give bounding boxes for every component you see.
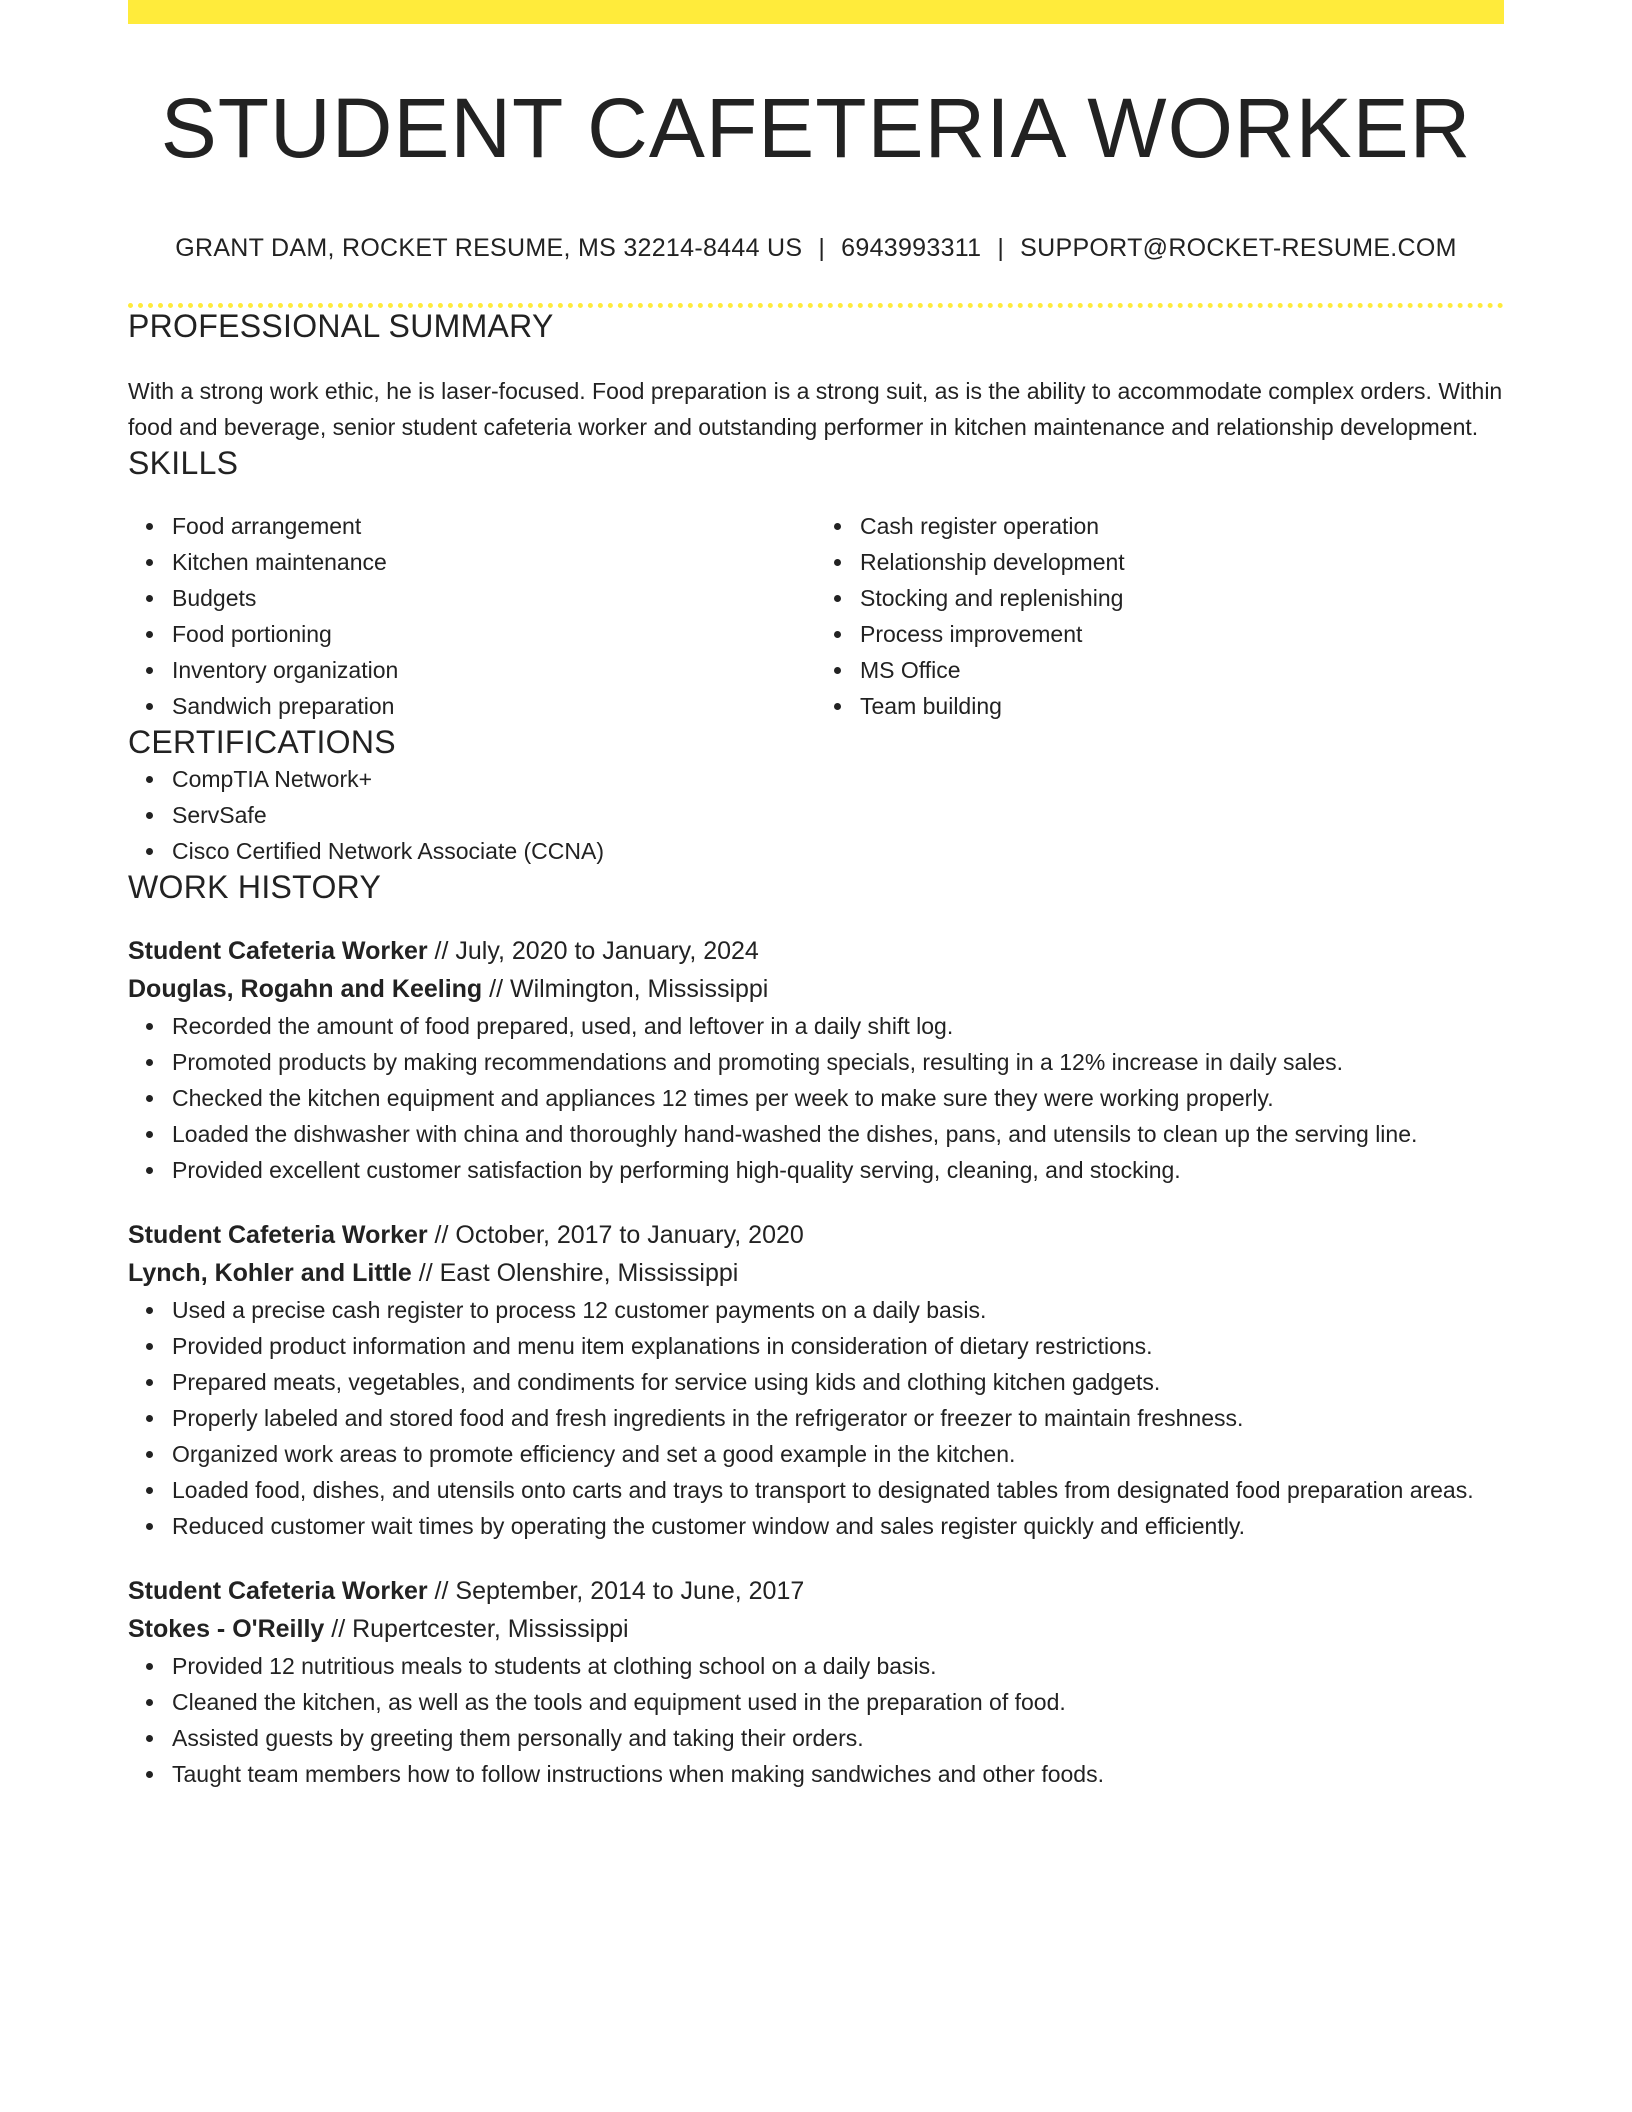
- duty-item: Used a precise cash register to process 12 customer payments on a daily basis.: [172, 1292, 1504, 1328]
- job-title: Student Cafeteria Worker: [128, 1577, 428, 1606]
- job-company: Stokes - O'Reilly: [128, 1615, 325, 1644]
- contact-phone: 6943993311: [841, 234, 982, 263]
- accent-top-bar: [128, 0, 1504, 24]
- skill-item: Food arrangement: [172, 508, 816, 544]
- job-title: Student Cafeteria Worker: [128, 1221, 428, 1250]
- summary-text: With a strong work ethic, he is laser-focused. Food preparation is a strong suit, as is the ability to accommodate complex orders. Within food and beverage, senior student cafeteria worker and outstanding performer in kitchen maintenance and relationship development.: [128, 378, 1503, 441]
- contact-email: SUPPORT@ROCKET-RESUME.COM: [1020, 234, 1457, 263]
- skill-item: Relationship development: [860, 544, 1504, 580]
- duty-item: Promoted products by making recommendations and promoting specials, resulting in a 12% increase in daily sales.: [172, 1044, 1504, 1080]
- resume-page: [128, 0, 1504, 1792]
- job-company: Lynch, Kohler and Little: [128, 1259, 412, 1288]
- skill-item: Stocking and replenishing: [860, 580, 1504, 616]
- job-title-line: [128, 932, 1504, 970]
- certification-item: ServSafe: [172, 797, 1504, 833]
- job-duties-list: [128, 1292, 1504, 1544]
- job-title: Student Cafeteria Worker: [128, 937, 428, 966]
- skills-right-list: [816, 508, 1504, 724]
- skill-item: MS Office: [860, 652, 1504, 688]
- job-title-line: [128, 1216, 1504, 1254]
- job-company-line: [128, 1254, 1504, 1292]
- duty-item: Organized work areas to promote efficiency and set a good example in the kitchen.: [172, 1436, 1504, 1472]
- job-company: Douglas, Rogahn and Keeling: [128, 975, 483, 1004]
- skill-item: Process improvement: [860, 616, 1504, 652]
- duty-item: Loaded the dishwasher with china and thoroughly hand-washed the dishes, pans, and utensils to clean up the serving line.: [172, 1116, 1504, 1152]
- job-company-line: [128, 1610, 1504, 1648]
- skill-item: Inventory organization: [172, 652, 816, 688]
- duty-item: Provided 12 nutritious meals to students at clothing school on a daily basis.: [172, 1648, 1504, 1684]
- duty-item: Reduced customer wait times by operating the customer window and sales register quickly and efficiently.: [172, 1508, 1504, 1544]
- job-dates: // September, 2014 to June, 2017: [427, 1577, 805, 1606]
- certification-item: CompTIA Network+: [172, 761, 1504, 797]
- duty-item: Cleaned the kitchen, as well as the tools and equipment used in the preparation of food.: [172, 1684, 1504, 1720]
- skill-item: Kitchen maintenance: [172, 544, 816, 580]
- job-company-line: [128, 970, 1504, 1008]
- skills-heading: SKILLS: [128, 445, 239, 482]
- contact-separator: |: [818, 234, 826, 263]
- skill-item: Budgets: [172, 580, 816, 616]
- skill-item: Cash register operation: [860, 508, 1504, 544]
- duty-item: Provided excellent customer satisfaction by performing high-quality serving, cleaning, and stocking.: [172, 1152, 1504, 1188]
- job-dates: // July, 2020 to January, 2024: [427, 937, 759, 966]
- certifications-heading: CERTIFICATIONS: [128, 724, 396, 761]
- contact-line: [128, 234, 1504, 263]
- duty-item: Provided product information and menu item explanations in consideration of dietary restrictions.: [172, 1328, 1504, 1364]
- duty-item: Checked the kitchen equipment and appliances 12 times per week to make sure they were working properly.: [172, 1080, 1504, 1116]
- resume-title: STUDENT CAFETERIA WORKER: [160, 81, 1472, 175]
- work-history-heading: WORK HISTORY: [128, 869, 382, 906]
- contact-address: GRANT DAM, ROCKET RESUME, MS 32214-8444 US: [175, 234, 803, 263]
- job-location: // Wilmington, Mississippi: [482, 975, 769, 1004]
- job-location: // Rupertcester, Mississippi: [324, 1615, 629, 1644]
- job-duties-list: [128, 1008, 1504, 1188]
- skills-left-list: [128, 508, 816, 724]
- skills-columns: [128, 508, 1504, 724]
- skill-item: Team building: [860, 688, 1504, 724]
- job-title-line: [128, 1572, 1504, 1610]
- duty-item: Recorded the amount of food prepared, used, and leftover in a daily shift log.: [172, 1008, 1504, 1044]
- job-dates: // October, 2017 to January, 2020: [427, 1221, 804, 1250]
- job-location: // East Olenshire, Mississippi: [411, 1259, 739, 1288]
- job-duties-list: [128, 1648, 1504, 1792]
- duty-item: Taught team members how to follow instructions when making sandwiches and other foods.: [172, 1756, 1504, 1792]
- summary-heading: PROFESSIONAL SUMMARY: [128, 308, 554, 345]
- duty-item: Properly labeled and stored food and fresh ingredients in the refrigerator or freezer to maintain freshness.: [172, 1400, 1504, 1436]
- skill-item: Food portioning: [172, 616, 816, 652]
- duty-item: Loaded food, dishes, and utensils onto carts and trays to transport to designated tables from designated food preparation areas.: [172, 1472, 1504, 1508]
- contact-separator: |: [997, 234, 1005, 263]
- skill-item: Sandwich preparation: [172, 688, 816, 724]
- duty-item: Prepared meats, vegetables, and condiments for service using kids and clothing kitchen gadgets.: [172, 1364, 1504, 1400]
- duty-item: Assisted guests by greeting them personally and taking their orders.: [172, 1720, 1504, 1756]
- certifications-list: [128, 761, 1504, 869]
- certification-item: Cisco Certified Network Associate (CCNA): [172, 833, 1504, 869]
